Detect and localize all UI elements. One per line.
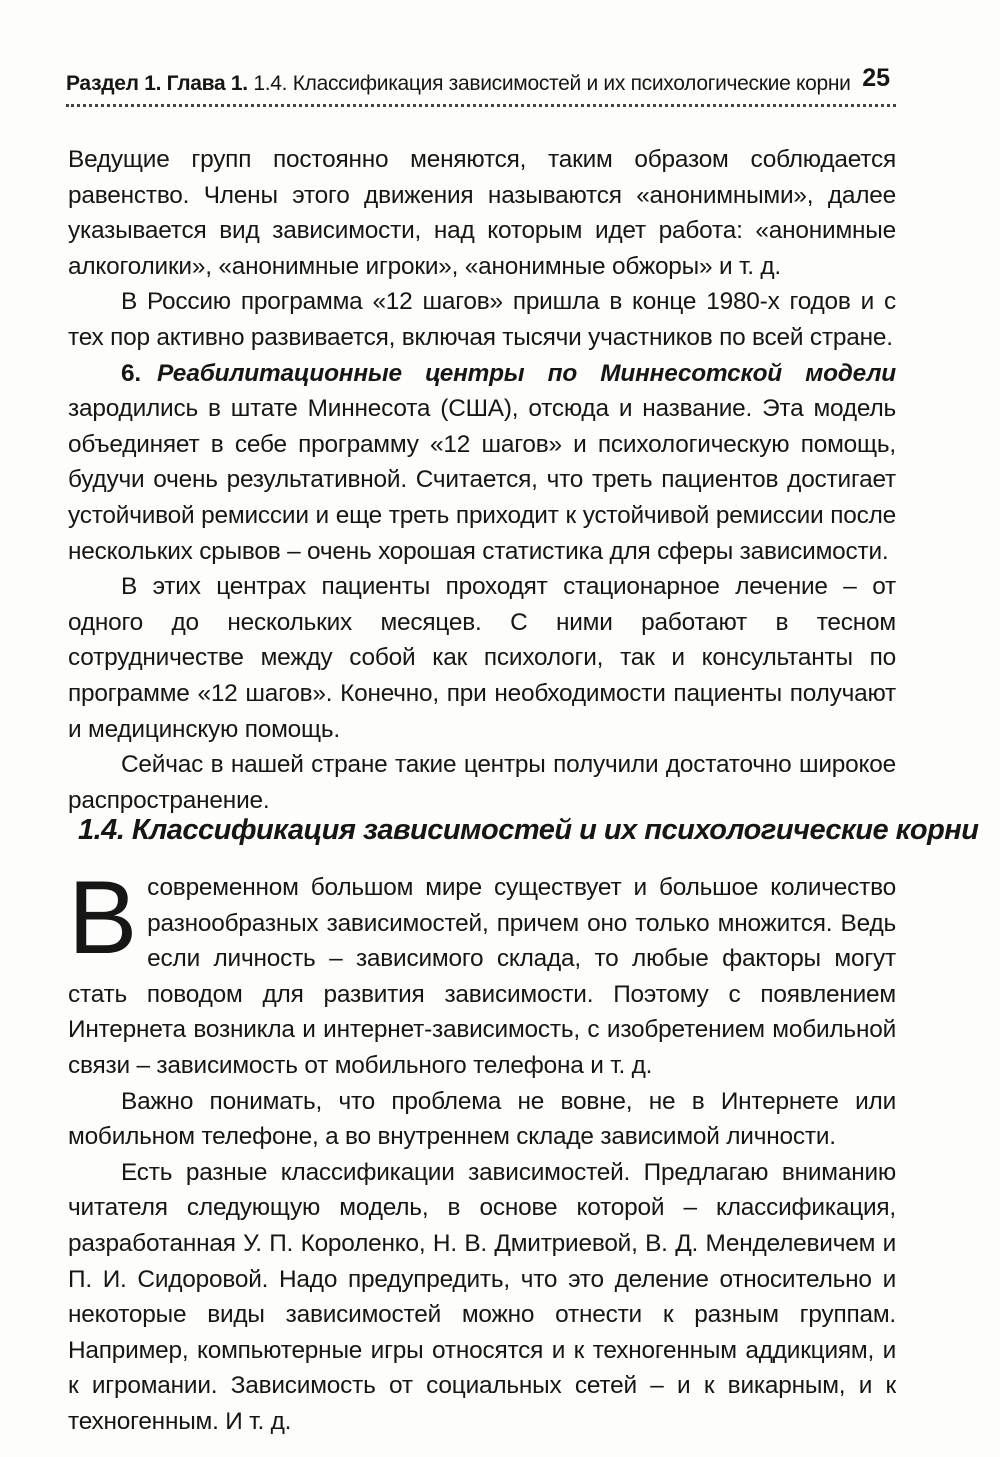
emphasized-term: Реабилитационные центры по Миннесотской модели xyxy=(156,359,896,387)
paragraph: В Россию программа «12 шагов» пришла в конце 1980-х годов и с тех пор активно развивается, включая тысячи участников по всей стране. xyxy=(68,288,896,351)
paragraph-text: зародились в штате Миннесота (США), отсюда и название. Эта модель объединяет в себе программу «12 шагов» и психологическую помощь, будучи очень результативной. Считается, что треть пациентов достигает устойчивой ремиссии и еще треть приходит к устойчивой ремиссии после нескольких срывов – очень хорошая статистика для сферы зависимости. xyxy=(68,395,896,565)
text-block-bottom xyxy=(68,860,896,1440)
list-number: 6. xyxy=(121,359,141,387)
page-number: 25 xyxy=(862,64,890,92)
paragraph: Сейчас в нашей стране такие центры получили достаточно широкое распространение. xyxy=(68,751,896,814)
running-title xyxy=(66,72,851,96)
paragraph-text: современном большом мире существует и большое количество разнообразных зависимостей, причем оно только множится. Ведь если личность – зависимого склада, то любые факторы могут стать поводом для развития зависимости. Поэтому с появлением Интернета возникла и интернет-зависимость, с изобретением мобильной связи – зависимость от мобильного телефона и т. д. xyxy=(68,874,896,1079)
text-block-top xyxy=(68,142,896,818)
paragraph: Ведущие групп постоянно меняются, таким образом соблюдается равенство. Члены этого движения называются «анонимными», далее указывается вид зависимости, над которым идет работа: «анонимные алкоголики», «анонимные игроки», «анонимные обжоры» и т. д. xyxy=(68,146,896,280)
paragraph: Есть разные классификации зависимостей. Предлагаю вниманию читателя следующую модель, в основе которой – классификация, разработанная У. П. Короленко, Н. В. Дмитриевой, В. Д. Менделевичем и П. И. Сидоровой. Надо предупредить, что это деление относительно и некоторые виды зависимостей можно отнести к разным группам. Например, компьютерные игры относятся и к техногенным аддикциям, и к игромании. Зависимость от социальных сетей – и к викарным, и к техногенным. И т. д. xyxy=(68,1158,896,1435)
drop-cap: В xyxy=(68,860,138,976)
paragraph: В этих центрах пациенты проходят стационарное лечение – от одного до нескольких месяцев. С ними работают в тесном сотрудничестве между собой как психологи, так и консультанты по программе «12 шагов». Конечно, при необходимости пациенты получают и медицинскую помощь. xyxy=(68,573,896,743)
paragraph: Важно понимать, что проблема не вовне, не в Интернете или мобильном телефоне, а во внутреннем складе зависимой личности. xyxy=(68,1087,896,1151)
running-header xyxy=(66,64,896,107)
chapter-title: 1.4. Классификация зависимостей и их психологические корни xyxy=(253,72,851,95)
section-label: Раздел 1. Глава 1. xyxy=(66,72,248,95)
paragraph-with-dropcap xyxy=(68,860,896,1084)
section-heading: 1.4. Классификация зависимостей и их психологические корни xyxy=(78,814,979,846)
paragraph-list-item-6 xyxy=(68,356,896,570)
